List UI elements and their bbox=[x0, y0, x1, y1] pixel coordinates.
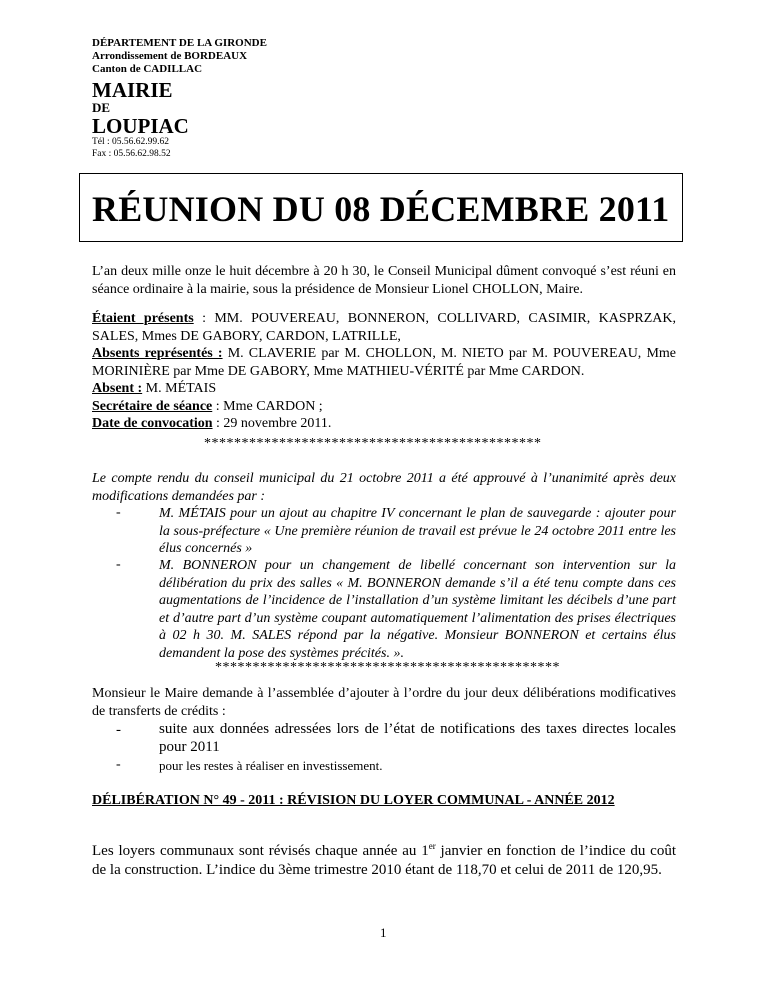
arrondissement-line: Arrondissement de BORDEAUX bbox=[92, 50, 248, 62]
de-line: DE bbox=[92, 100, 111, 115]
meeting-title: RÉUNION DU 08 DÉCEMBRE 2011 bbox=[92, 189, 670, 229]
presents-label: Étaient présents bbox=[92, 311, 194, 326]
mairie-title: MAIRIE bbox=[92, 78, 173, 102]
telephone-line: Tél : 05.56.62.99.62 bbox=[92, 137, 170, 147]
bullet-dash: - bbox=[116, 557, 121, 572]
canton-line: Canton de CADILLAC bbox=[92, 63, 203, 75]
represented-text: M. CLAVERIE par M. CHOLLON, M. NIETO par M. POUVEREAU, Mme MORINIÈRE par Mme DE GABORY, Mme MATHIEU-VÉRITÉ par Mme CARDON. bbox=[92, 346, 676, 379]
bullet-dash: - bbox=[116, 505, 121, 520]
meeting-title-box bbox=[79, 173, 683, 242]
separator-stars-2: ********************************************** bbox=[215, 660, 560, 675]
represented-label: Absents représentés : bbox=[92, 346, 223, 361]
absent-text: M. MÉTAIS bbox=[142, 381, 217, 396]
agenda-item-investissement: pour les restes à réaliser en investissement. bbox=[159, 758, 383, 773]
presents-text: : MM. POUVEREAU, BONNERON, COLLIVARD, CASIMIR, KASPRZAK, SALES, Mmes DE GABORY, CARDON, LATRILLE, bbox=[92, 311, 676, 344]
deliberation-text-start: Les loyers communaux sont révisés chaque année au 1 bbox=[92, 843, 429, 859]
agenda-intro: Monsieur le Maire demande à l’assemblée d’ajouter à l’ordre du jour deux délibérations modificatives de transferts de crédits : bbox=[92, 686, 676, 719]
commune-title: LOUPIAC bbox=[92, 114, 189, 138]
departement-line: DÉPARTEMENT DE LA GIRONDE bbox=[92, 37, 267, 49]
deliberation-superscript: er bbox=[428, 841, 436, 851]
minutes-intro: Le compte rendu du conseil municipal du 21 octobre 2011 a été approuvé à l’unanimité après deux modifications demandées par : bbox=[92, 471, 676, 504]
bullet-dash: - bbox=[116, 757, 121, 772]
fax-line: Fax : 05.56.62.98.52 bbox=[92, 149, 171, 159]
deliberation-text-end: janvier en fonction de l’indice du coût de la construction. L’indice du 3ème trimestre 2010 étant de 118,70 et celui de 2011 de 120,95. bbox=[92, 843, 677, 878]
convocation-label: Date de convocation bbox=[92, 416, 213, 431]
intro-paragraph: L’an deux mille onze le huit décembre à 20 h 30, le Conseil Municipal dûment convoqué s’est réuni en séance ordinaire à la mairie, sous la présidence de Monsieur Lionel CHOLLON, Maire. bbox=[92, 264, 676, 297]
convocation-text: : 29 novembre 2011. bbox=[212, 416, 332, 431]
deliberation-paragraph bbox=[92, 842, 676, 879]
absent-label: Absent : bbox=[92, 381, 143, 396]
agenda-item-taxes: suite aux données adressées lors de l’état de notifications des taxes directes locales pour 2011 bbox=[159, 721, 676, 755]
bullet-dash: - bbox=[116, 722, 121, 738]
page-number: 1 bbox=[380, 925, 387, 940]
separator-stars-1: ********************************************* bbox=[204, 436, 542, 451]
secretary-label: Secrétaire de séance bbox=[92, 398, 213, 414]
attendance-block bbox=[92, 310, 676, 433]
minutes-item-metais: M. MÉTAIS pour un ajout au chapitre IV concernant le plan de sauvegarde : ajouter pour la sous-préfecture « Une première réunion de travail est prévue le 24 octobre 2011 entre les élus concernés » bbox=[159, 506, 676, 556]
deliberation-heading: DÉLIBÉRATION N° 49 - 2011 : RÉVISION DU LOYER COMMUNAL - ANNÉE 2012 bbox=[92, 793, 615, 808]
secretary-text: : Mme CARDON ; bbox=[212, 398, 323, 414]
minutes-item-bonneron: M. BONNERON pour un changement de libellé concernant son intervention sur la délibération du prix des salles « M. BONNERON demande s’il a été tenu compte dans ces augmentations de l’incidence de l’installation d’un système limitant les décibels d’une part et d’autre part d’un système coupant automatiquement l’alimentation des prises électriques à 02 h 30. M. SALES répond par la négative. Monsieur BONNERON et certains élus demandent la pose des systèmes précités. ». bbox=[159, 558, 676, 661]
